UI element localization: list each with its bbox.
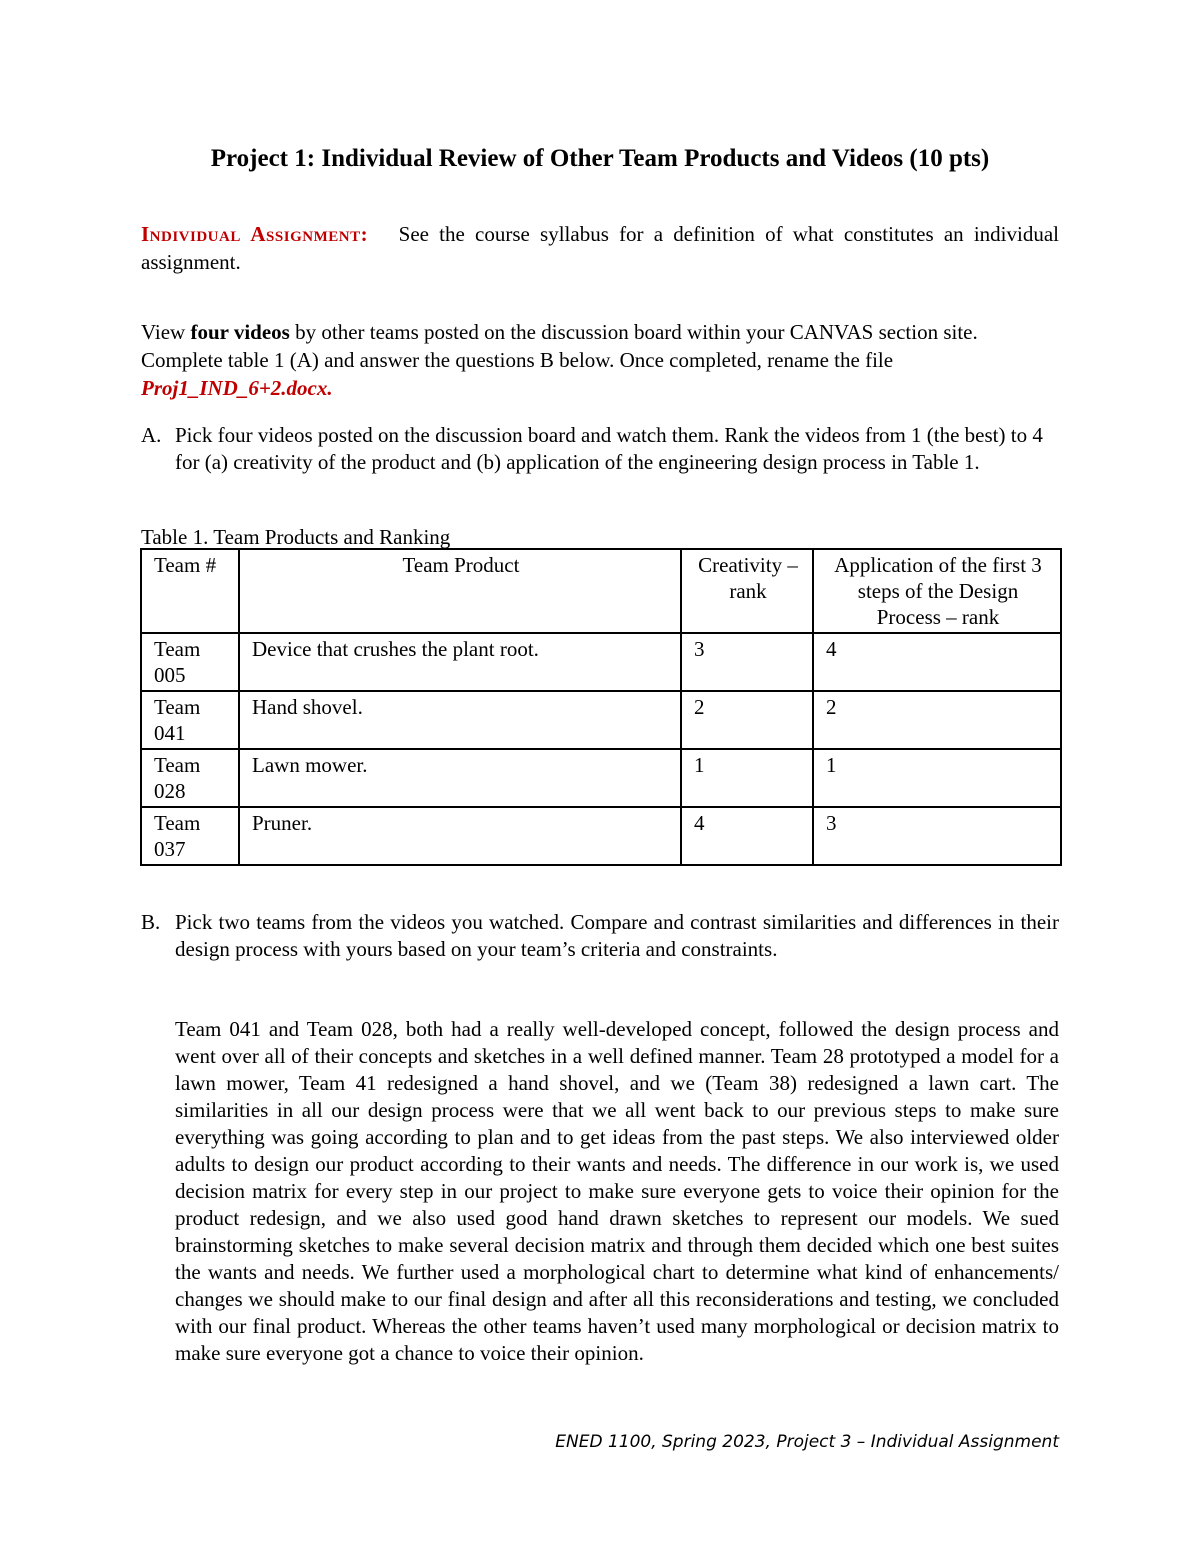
cell-creativity: 3	[681, 633, 813, 691]
page-title: Project 1: Individual Review of Other Team Products and Videos (10 pts)	[210, 145, 990, 172]
table-row	[141, 633, 1061, 691]
table-row	[141, 807, 1061, 865]
list-body-a: Pick four videos posted on the discussion board and watch them. Rank the videos from 1 (the best) to 4 for (a) creativity of the product and (b) application of the engineering design process in Table 1.	[175, 423, 1043, 474]
cell-application: 3	[813, 807, 1061, 865]
cell-team: Team 028	[141, 749, 239, 807]
cell-application: 2	[813, 691, 1061, 749]
cell-team: Team 037	[141, 807, 239, 865]
cell-team: Team 005	[141, 633, 239, 691]
table-row	[141, 749, 1061, 807]
list-marker-b: B.	[141, 910, 161, 934]
target-filename: Proj1_IND_6+2.docx.	[141, 376, 333, 400]
page-footer: ENED 1100, Spring 2023, Project 3 – Individual Assignment	[555, 1432, 1059, 1452]
ranking-table	[140, 548, 1062, 866]
table-caption: Table 1. Team Products and Ranking	[141, 525, 451, 549]
instructions-paragraph	[141, 318, 1059, 402]
cell-creativity: 2	[681, 691, 813, 749]
cell-product: Device that crushes the plant root.	[239, 633, 681, 691]
cell-application: 4	[813, 633, 1061, 691]
list-item-b	[141, 909, 1059, 963]
table-row	[141, 691, 1061, 749]
table-header-row	[141, 549, 1061, 633]
cell-creativity: 1	[681, 749, 813, 807]
header-team: Team #	[141, 549, 239, 633]
list-body-b: Pick two teams from the videos you watched. Compare and contrast similarities and differences in their design process with yours based on your team’s criteria and constraints.	[175, 910, 1059, 961]
assignment-text: See the course syllabus for a definition of what constitutes an individual assignment.	[141, 222, 1060, 274]
header-creativity: Creativity – rank	[681, 549, 813, 633]
cell-application: 1	[813, 749, 1061, 807]
answer-paragraph: Team 041 and Team 028, both had a really well-developed concept, followed the design process and went over all of their concepts and sketches in a well defined manner. Team 28 prototyped a model for a lawn mower, Team 41 redesigned a hand shovel, and we (Team 38) redesigned a lawn cart. The similarities in all our design process were that we all went back to our previous steps to make sure everything was going according to plan and to get ideas from the past steps. We also interviewed older adults to design our product according to their wants and needs. The difference in our work is, we used decision matrix for every step in our project to make sure everyone gets to voice their opinion for the product redesign, and we also used good hand drawn sketches to represent our models. We sued brainstorming sketches to make several decision matrix and through them decided which one best suites the wants and needs. We further used a morphological chart to determine what kind of enhancements/ changes we should make to our final design and after all this reconsiderations and testing, we concluded with our final product. Whereas the other teams haven’t used many morphological or decision matrix to make sure everyone got a chance to voice their opinion.	[175, 1017, 1059, 1365]
instructions-text-2: by other teams posted on the discussion board within your CANVAS section site. Complete table 1 (A) and answer the questions B below. Once completed, rename the file	[141, 320, 978, 372]
cell-product: Hand shovel.	[239, 691, 681, 749]
cell-creativity: 4	[681, 807, 813, 865]
instructions-text-1: View	[141, 320, 191, 344]
instructions-bold: four videos	[190, 320, 290, 344]
list-marker-a: A.	[141, 423, 162, 447]
cell-team: Team 041	[141, 691, 239, 749]
cell-product: Pruner.	[239, 807, 681, 865]
header-application: Application of the first 3 steps of the Design Process – rank	[813, 549, 1061, 633]
list-item-a	[141, 422, 1059, 476]
header-product: Team Product	[239, 549, 681, 633]
cell-product: Lawn mower.	[239, 749, 681, 807]
assignment-note	[141, 220, 1059, 276]
assignment-label: Individual Assignment:	[141, 222, 369, 246]
